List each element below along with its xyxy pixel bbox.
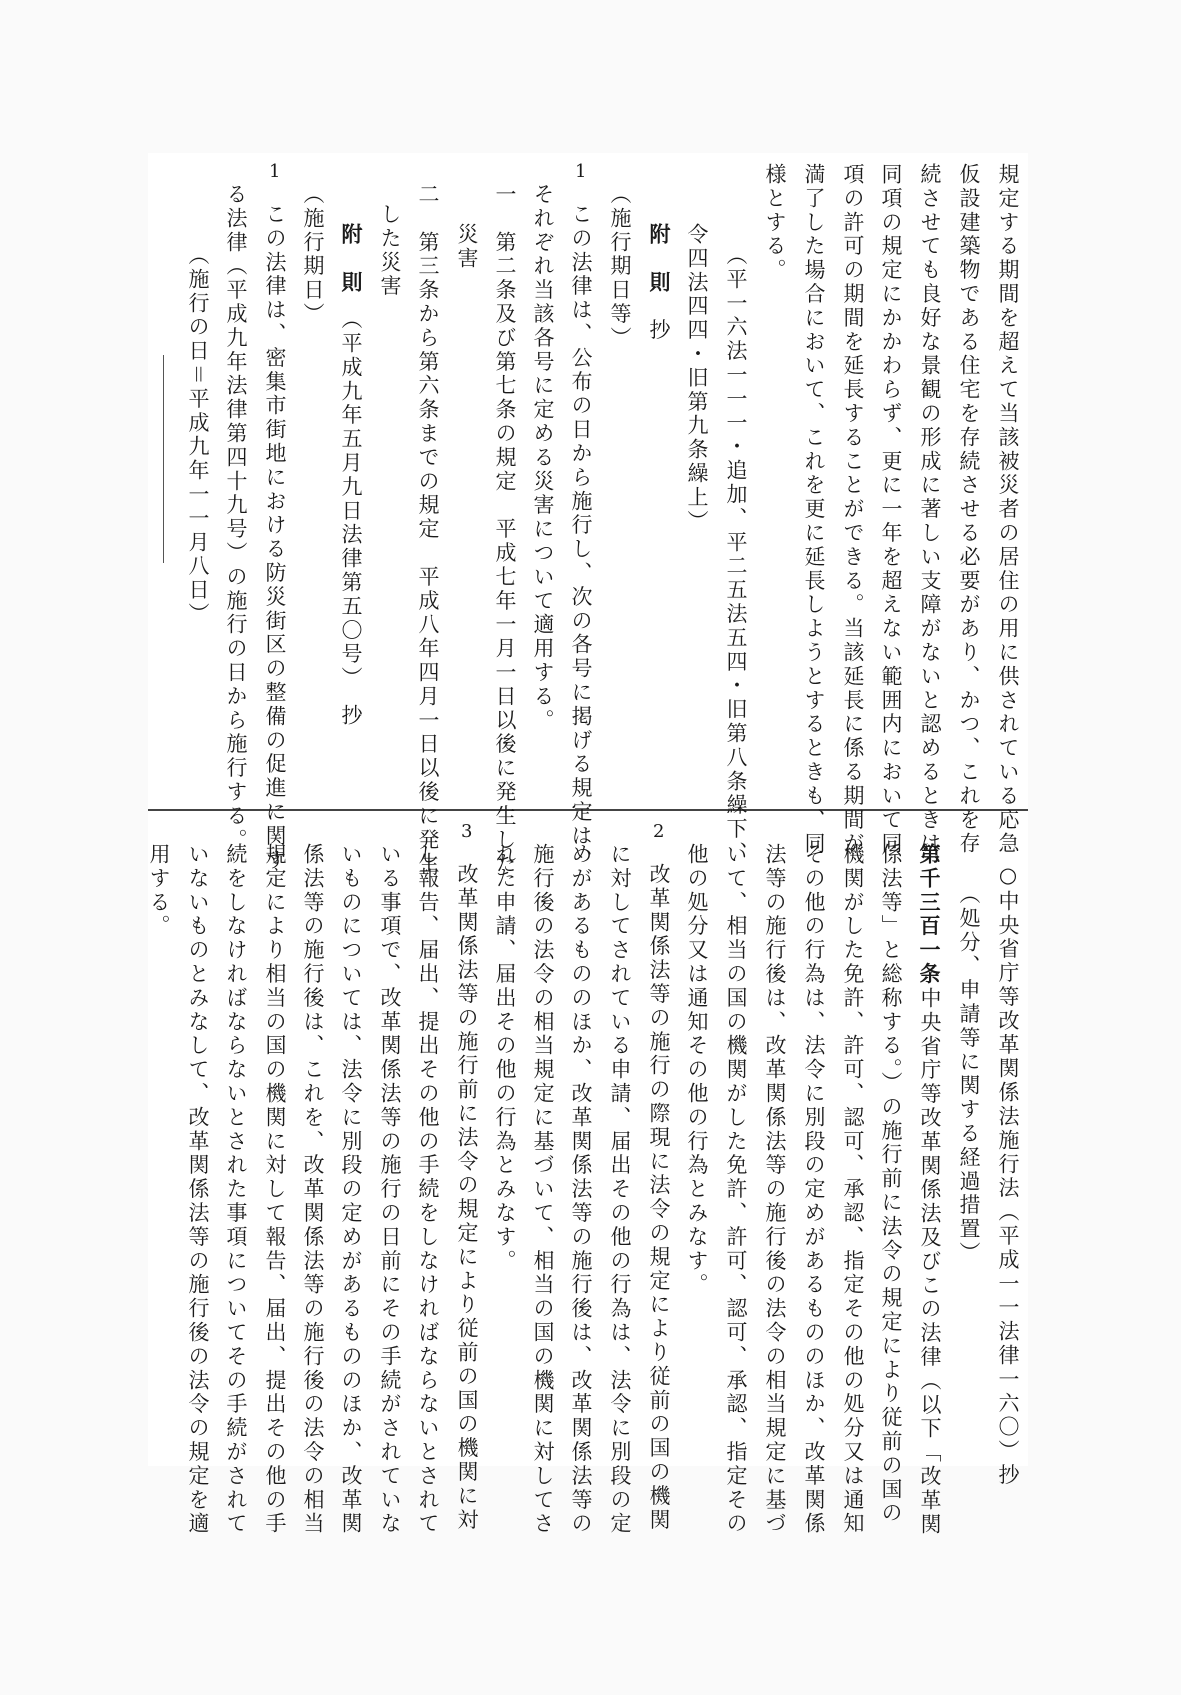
text-column: この法律は、公布の日から施行し、次の各号に掲げる規定は、: [569, 203, 593, 873]
text-column: 機関がした免許、許可、認可、承認、指定その他の処分又は通知: [841, 843, 865, 1537]
text-column: 法等の施行後は、改革関係法等の施行後の法令の相当規定に基づ: [763, 843, 787, 1537]
text-column: 改革関係法等の施行前に法令の規定により従前の国の機関に対: [455, 863, 479, 1533]
article-label: 第千三百一条: [917, 843, 942, 987]
text-column: 災害: [455, 223, 479, 271]
text-column: （施行の日＝平成九年一一月八日）: [186, 244, 210, 627]
text-column: した災害: [378, 203, 402, 299]
text-column: （施行期日）: [301, 183, 325, 327]
supplementary-provisions-heading-2: 附 則 （平成九年五月九日法律第五〇号） 抄: [339, 223, 364, 728]
text-column: いて、相当の国の機関がした免許、許可、認可、承認、指定その: [724, 843, 748, 1537]
text-column: それぞれ当該各号に定める災害について適用する。: [531, 183, 555, 733]
text-column: 中央省庁等改革関係法及びこの法律（以下「改革関: [918, 987, 942, 1537]
text-column: 同項の規定にかかわらず、更に一年を超えない範囲内において同: [879, 163, 903, 857]
text-column: いものについては、法令に別段の定めがあるもののほか、改革関: [339, 843, 363, 1537]
text-column: その他の行為は、法令に別段の定めがあるもののほか、改革関係: [802, 843, 826, 1537]
text-column: 続をしなければならないとされた事項についてその手続がされて: [224, 843, 248, 1537]
article-caption: （処分、申請等に関する経過措置）: [957, 883, 981, 1266]
paragraph-number: 2: [653, 821, 665, 842]
supplementary-provisions-heading-1: 附 則 抄: [647, 223, 672, 343]
text-column: めがあるもののほか、改革関係法等の施行後は、改革関係法等の: [569, 843, 593, 1537]
text-column: れた申請、届出その他の行為とみなす。: [493, 843, 517, 1274]
text-column: （施行期日等）: [608, 183, 632, 351]
text-column: 係法等」と総称する。）の施行前に法令の規定により従前の国の: [879, 843, 903, 1526]
paragraph-number: 3: [461, 821, 473, 842]
text-column: し報告、届出、提出その他の手続をしなければならないとされて: [416, 843, 440, 1537]
text-column: 満了した場合において、これを更に延長しようとするときも、同: [802, 163, 826, 857]
text-column: 規定により相当の国の機関に対して報告、届出、提出その他の手: [263, 843, 287, 1537]
text-column: 様とする。: [763, 163, 787, 283]
text-column: 施行後の法令の相当規定に基づいて、相当の国の機関に対してさ: [531, 843, 555, 1537]
end-mark-line: [163, 355, 164, 563]
text-column: 係法等の施行後は、これを、改革関係法等の施行後の法令の相当: [301, 843, 325, 1537]
text-column: （平一六法一一一・追加、平二五法五四・旧第八条繰下、: [724, 244, 748, 866]
text-column: 仮設建築物である住宅を存続させる必要があり、かつ、これを存: [957, 163, 981, 857]
text-column: 二 第三条から第六条までの規定 平成八年四月一日以後に発生: [416, 183, 440, 877]
text-column: 令四法四四・旧第九条繰上）: [685, 223, 709, 534]
text-column: この法律は、密集市街地における防災街区の整備の促進に関す: [263, 203, 287, 873]
text-column: いないものとみなして、改革関係法等の施行後の法令の規定を適: [186, 843, 210, 1537]
text-column: 用する。: [147, 843, 171, 939]
paragraph-number: 1: [575, 161, 587, 182]
text-column: に対してされている申請、届出その他の行為は、法令に別段の定: [608, 843, 632, 1537]
text-column: 項の許可の期間を延長することができる。当該延長に係る期間が: [841, 163, 865, 857]
law-title: ○中央省庁等改革関係法施行法（平成一一法律一六〇）抄: [996, 863, 1020, 1488]
text-column: 一 第二条及び第七条の規定 平成七年一月一日以後に発生した: [493, 183, 517, 877]
text-column: いる事項で、改革関係法等の施行の日前にその手続がされていな: [378, 843, 402, 1537]
text-column: 改革関係法等の施行の際現に法令の規定により従前の国の機関: [647, 863, 671, 1533]
text-column: る法律（平成九年法律第四十九号）の施行の日から施行する。: [224, 183, 248, 853]
text-column: 規定する期間を超えて当該被災者の居住の用に供されている応急: [996, 163, 1020, 857]
paragraph-number: 1: [269, 161, 281, 182]
text-column: 続させても良好な景観の形成に著しい支障がないと認めるときは、: [918, 163, 942, 880]
text-column: 他の処分又は通知その他の行為とみなす。: [685, 843, 709, 1298]
